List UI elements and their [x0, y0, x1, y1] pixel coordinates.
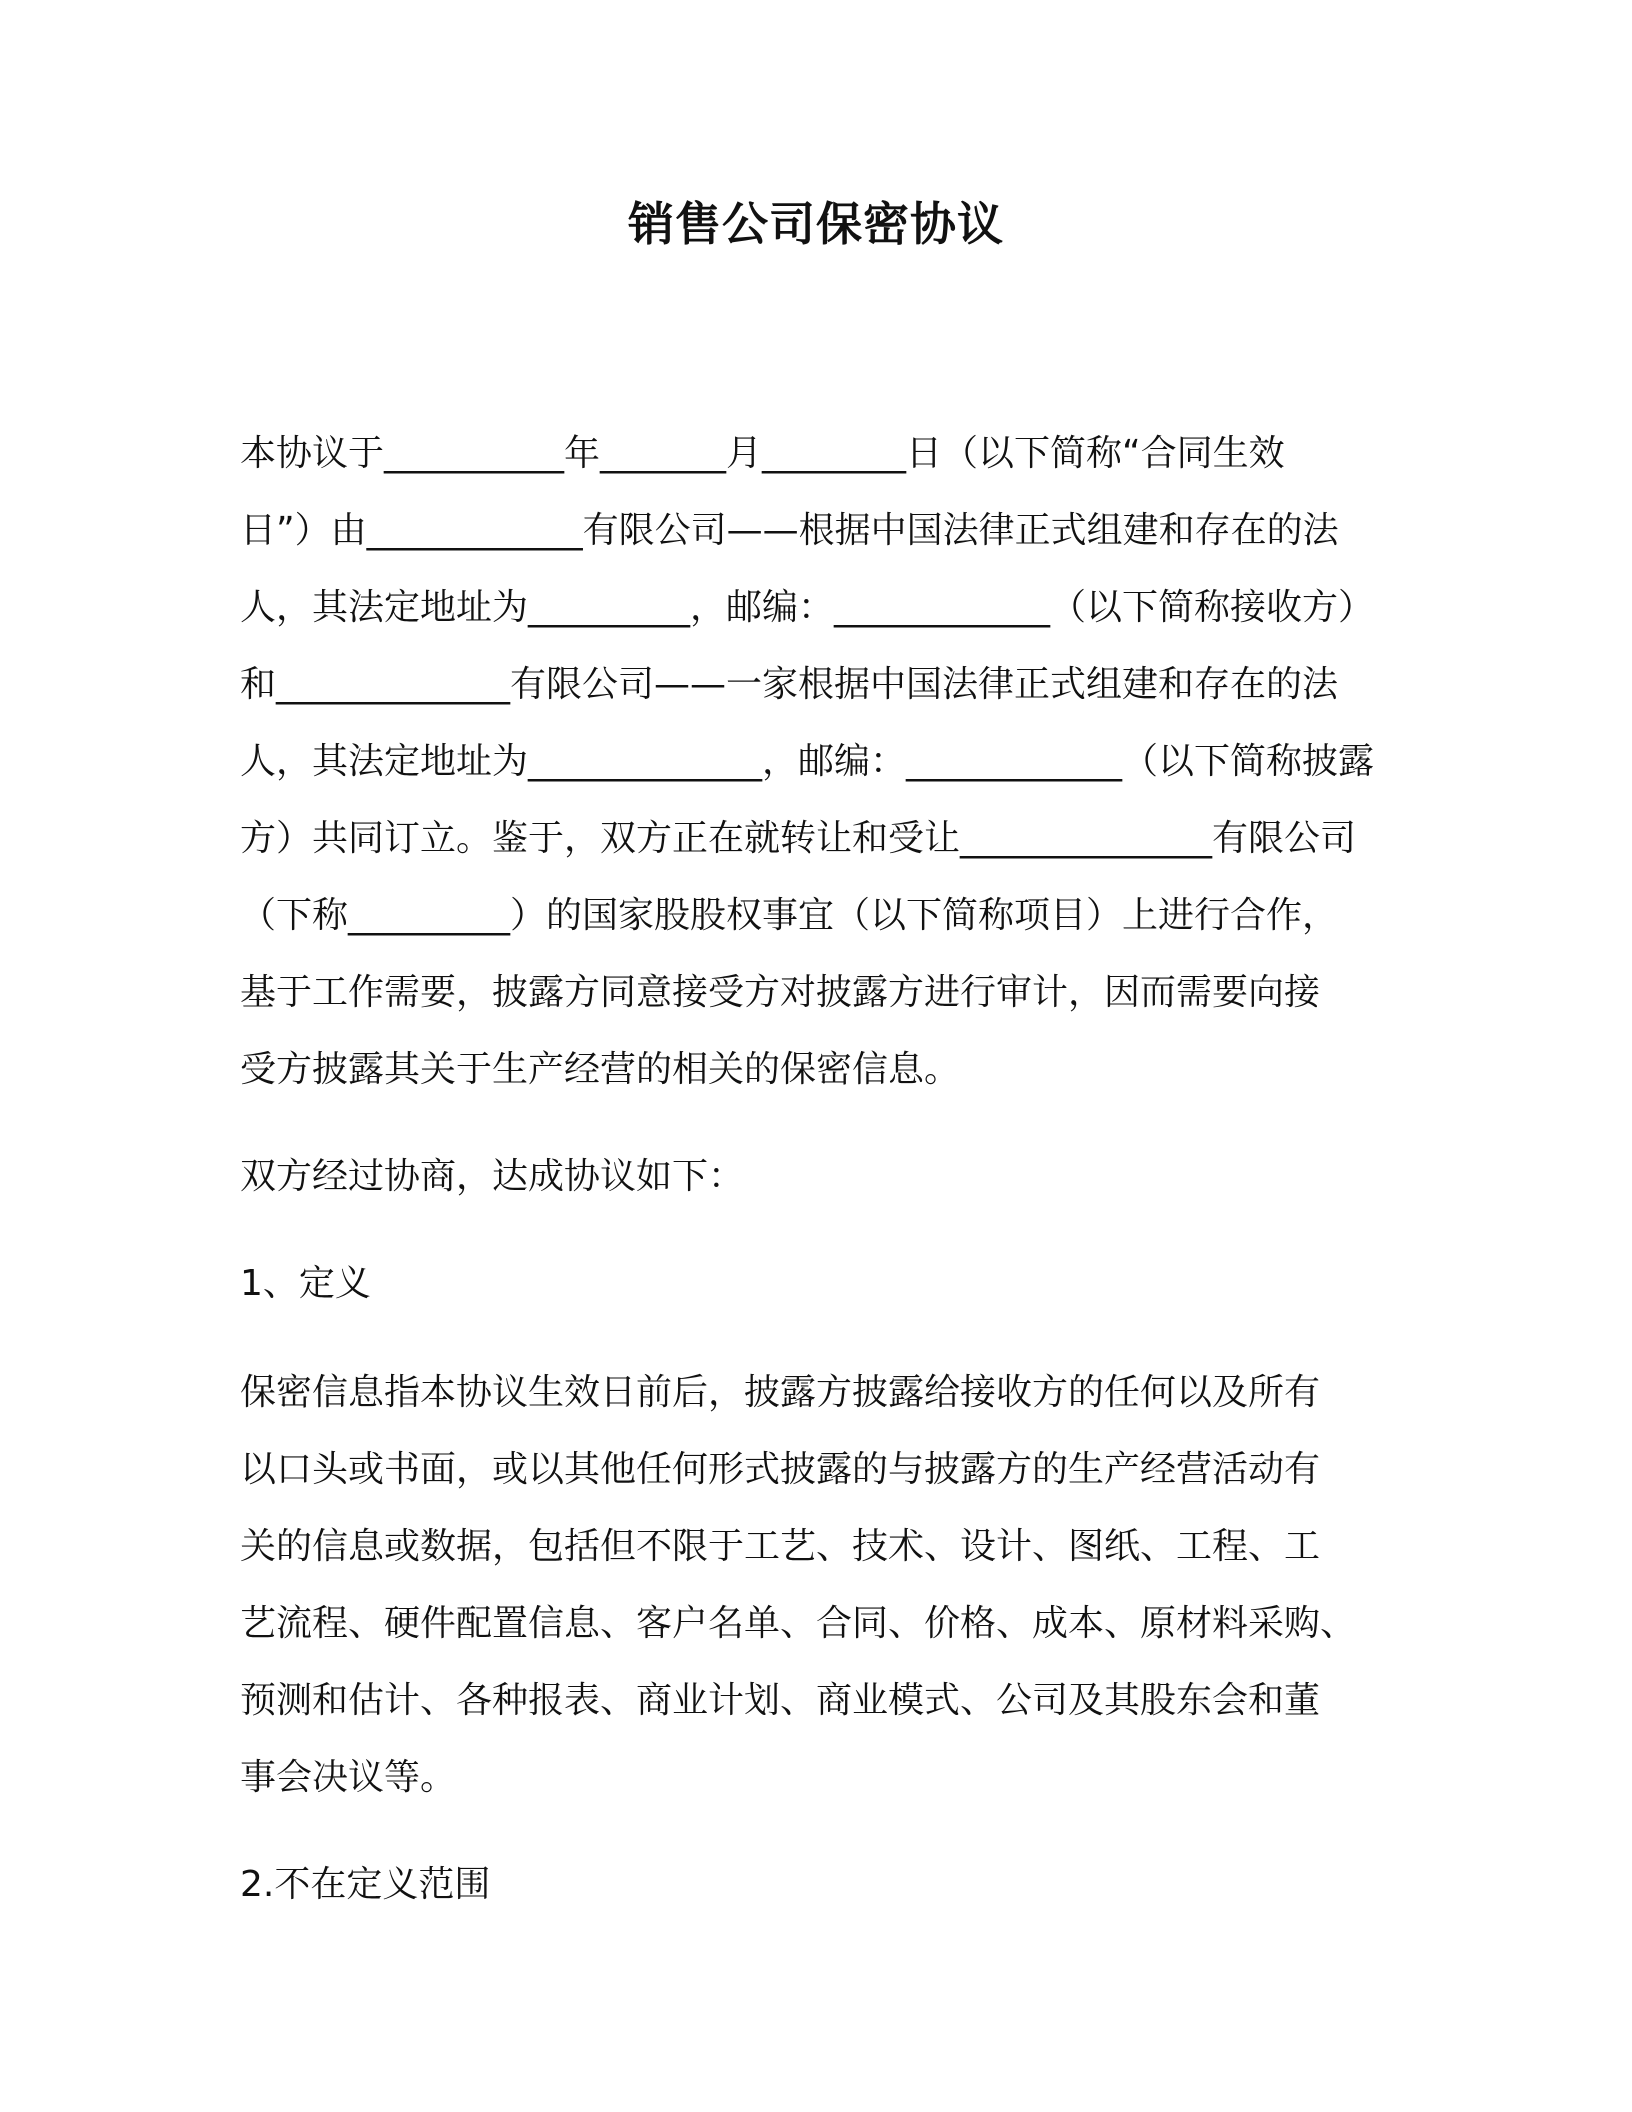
preamble-line: 本协议于__________年_______月________日（以下简称“合同生效 [240, 433, 1285, 474]
preamble-line: 人，其法定地址为_____________，邮编：____________（以下简称披露 [240, 741, 1375, 782]
section-1-line: 预测和估计、各种报表、商业计划、商业模式、公司及其股东会和董 [240, 1680, 1321, 1721]
section-1-paragraph [240, 1354, 1400, 1816]
section-1-line: 以口头或书面，或以其他任何形式披露的与披露方的生产经营活动有 [240, 1449, 1321, 1490]
section-1-heading: 1、定义 [240, 1263, 371, 1304]
preamble-paragraph [240, 415, 1400, 1108]
section-1-line: 艺流程、硬件配置信息、客户名单、合同、价格、成本、原材料采购、 [240, 1603, 1357, 1644]
preamble-line: 人，其法定地址为_________，邮编：____________（以下简称接收方） [240, 587, 1375, 628]
document-body [240, 415, 1400, 1923]
preamble-line: （下称_________）的国家股股权事宜（以下简称项目）上进行合作， [240, 895, 1339, 936]
preamble-line: 方）共同订立。鉴于，双方正在就转让和受让______________有限公司 [240, 818, 1357, 859]
preamble-line: 日”）由____________有限公司——根据中国法律正式组建和存在的法 [240, 510, 1339, 551]
section-1-line: 事会决议等。 [240, 1757, 457, 1798]
preamble-line: 受方披露其关于生产经营的相关的保密信息。 [240, 1049, 961, 1090]
preamble-line: 基于工作需要，披露方同意接受方对披露方进行审计，因而需要向接 [240, 972, 1321, 1013]
section-1-line: 关的信息或数据，包括但不限于工艺、技术、设计、图纸、工程、工 [240, 1526, 1321, 1567]
preamble-line: 和_____________有限公司——一家根据中国法律正式组建和存在的法 [240, 664, 1339, 705]
agreement-intro: 双方经过协商，达成协议如下： [240, 1156, 745, 1197]
section-2-heading: 2.不在定义范围 [240, 1864, 491, 1905]
document-title: 销售公司保密协议 [628, 197, 1004, 251]
section-1-line: 保密信息指本协议生效日前后，披露方披露给接收方的任何以及所有 [240, 1372, 1321, 1413]
